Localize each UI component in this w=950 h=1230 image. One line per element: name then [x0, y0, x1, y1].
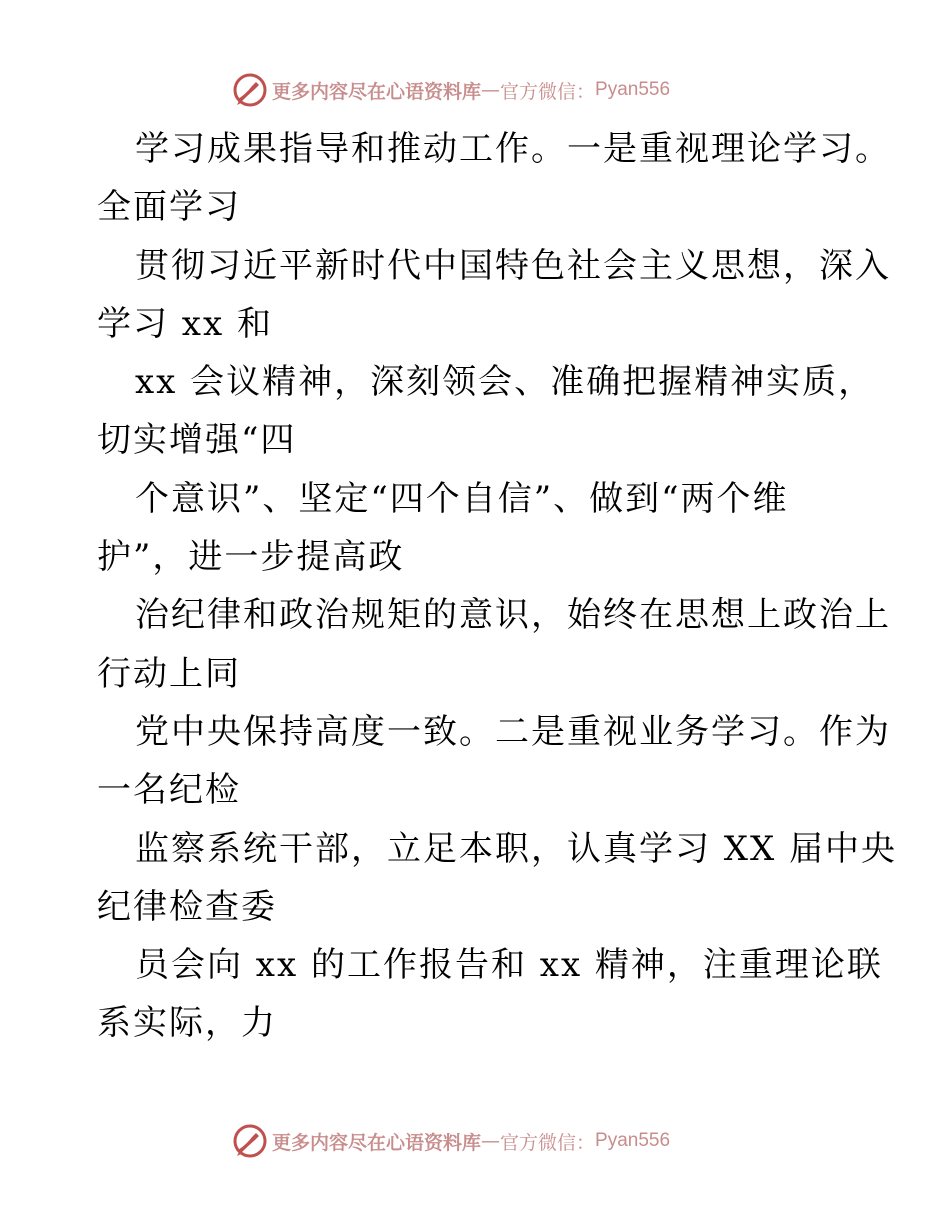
footer-banner-dash: — — [481, 1130, 501, 1152]
footer-banner-wechat-id: Pyan556 — [595, 1130, 671, 1151]
header-banner-dash: — — [481, 79, 501, 101]
text-line: 贯彻习近平新时代中国特色社会主义思想，深入 — [135, 245, 891, 286]
text-line: 切实增强“四 — [97, 420, 297, 461]
footer-banner — [232, 1121, 732, 1161]
text-line: 个意识”、坚定“四个自信”、做到“两个维 — [135, 478, 789, 519]
pen-logo-icon — [232, 72, 268, 108]
text-line: 学习成果指导和推动工作。一是重视理论学习。 — [135, 129, 891, 169]
text-line: 全面学习 — [97, 187, 241, 228]
header-banner-wechat-label: 官方微信： — [500, 80, 596, 103]
header-banner-title: 更多内容尽在心语资料库 — [272, 80, 482, 103]
text-line: 监察系统干部，立足本职，认真学习 XX 届中央 — [135, 828, 898, 869]
text-line: 一名纪检 — [97, 770, 241, 811]
document-body — [97, 120, 898, 1053]
text-line: 系实际，力 — [97, 1003, 277, 1044]
text-line: 学习 xx 和 — [97, 303, 273, 344]
text-line: 纪律检查委 — [97, 886, 277, 927]
text-line: 护”，进一步提高政 — [97, 537, 405, 578]
header-banner — [232, 70, 732, 110]
text-line: 党中央保持高度一致。二是重视业务学习。作为 — [135, 711, 891, 752]
text-line: 员会向 xx 的工作报告和 xx 精神，注重理论联 — [135, 945, 883, 986]
pen-logo-icon — [232, 1123, 268, 1159]
text-line: 行动上同 — [97, 653, 241, 694]
text-line: xx 会议精神，深刻领会、准确把握精神实质， — [135, 362, 875, 403]
header-banner-wechat-id: Pyan556 — [595, 79, 671, 100]
text-line: 治纪律和政治规矩的意识，始终在思想上政治上 — [135, 595, 891, 636]
footer-banner-title: 更多内容尽在心语资料库 — [272, 1131, 482, 1154]
footer-banner-wechat-label: 官方微信： — [500, 1131, 596, 1154]
